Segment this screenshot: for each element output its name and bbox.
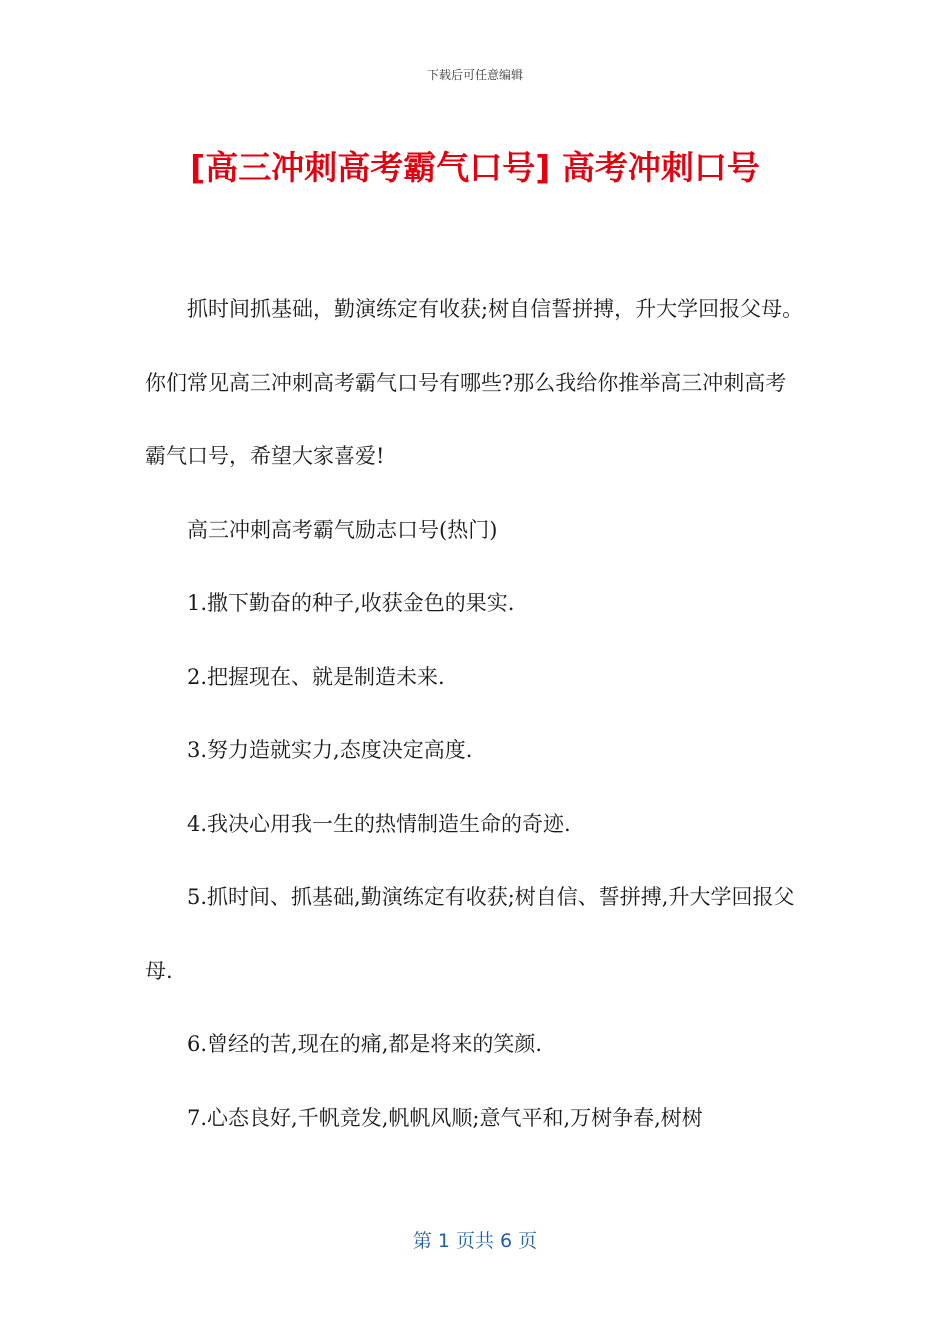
list-item: 6.曾经的苦,现在的痛,都是将来的笑颜.	[187, 1032, 543, 1056]
document-body	[145, 273, 805, 1155]
list-item: 7.心态良好,千帆竞发,帆帆风顺;意气平和,万树争春,树树	[187, 1105, 703, 1130]
header-note: 下载后可任意编辑	[426, 68, 523, 82]
list-item: 2.把握现在、就是制造未来.	[187, 664, 445, 689]
page-title: [高三冲刺高考霸气口号] 高考冲刺口号	[190, 148, 760, 187]
section-heading: 高三冲刺高考霸气励志口号(热门)	[187, 517, 498, 542]
list-item: 4.我决心用我一生的热情制造生命的奇迹.	[187, 811, 571, 836]
list-item: 3.努力造就实力,态度决定高度.	[187, 738, 473, 762]
page-footer: 第 1 页共 6 页	[412, 1230, 538, 1252]
list-item: 1.撒下勤奋的种子,收获金色的果实.	[187, 591, 515, 615]
list-item: 5.抓时间、抓基础,勤演练定有收获;树自信、誓拼搏,升大学回报父母.	[145, 885, 795, 983]
intro-paragraph: 抓时间抓基础，勤演练定有收获;树自信誓拼搏，升大学回报父母。你们常见高三冲刺高考霸气口号有哪些?那么我给你推举高三冲刺高考霸气口号，希望大家喜爱!	[145, 297, 804, 468]
